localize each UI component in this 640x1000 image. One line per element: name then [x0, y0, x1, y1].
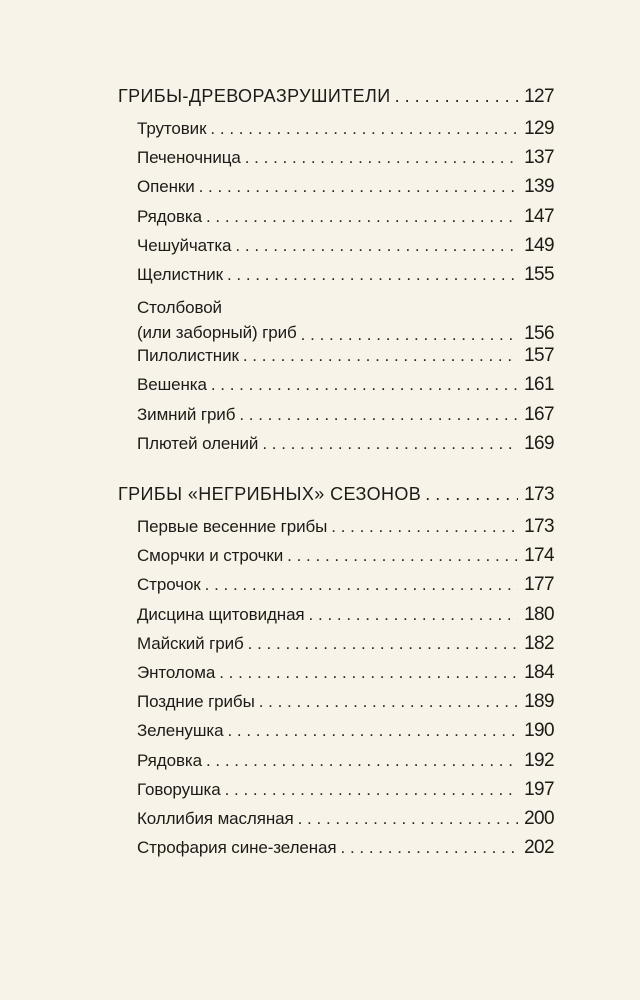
toc-entry[interactable] [118, 720, 554, 749]
toc-section-heading[interactable] [118, 484, 554, 514]
entry-page-number: 161 [524, 374, 554, 396]
entry-title: Столбовой (или заборный) гриб [137, 298, 297, 343]
section-heading-page-number: 173 [524, 484, 554, 505]
toc-entry[interactable] [118, 633, 554, 662]
toc-entry[interactable] [118, 264, 554, 293]
dot-leader [225, 780, 518, 800]
dot-leader [243, 346, 518, 366]
dot-leader [287, 546, 518, 566]
dot-leader [248, 634, 518, 654]
dot-leader [211, 375, 518, 395]
toc-entry[interactable] [118, 837, 554, 866]
dot-leader [395, 86, 518, 107]
toc-entry[interactable] [118, 545, 554, 574]
toc-section-off-season [118, 484, 554, 866]
dot-leader [262, 434, 518, 454]
toc-entry[interactable] [118, 433, 554, 462]
entry-page-number: 189 [524, 691, 554, 713]
entry-page-number: 157 [524, 345, 554, 367]
entry-title: Чешуйчатка [137, 235, 232, 255]
entry-title: Первые весенние грибы [137, 517, 328, 536]
toc-entry[interactable] [118, 662, 554, 691]
toc-entry[interactable] [118, 147, 554, 176]
entry-page-number: 174 [524, 545, 554, 567]
entry-title: Коллибия масляная [137, 808, 294, 828]
dot-leader [227, 721, 518, 741]
dot-leader [301, 325, 518, 345]
dot-leader [199, 177, 518, 197]
entry-page-number: 177 [524, 574, 554, 596]
toc-entry[interactable] [118, 404, 554, 433]
entry-page-number: 149 [524, 234, 554, 256]
entry-title: Строфария сине-зеленая [137, 838, 337, 858]
entry-page-number: 192 [524, 749, 554, 771]
toc-section-heading[interactable] [118, 86, 554, 116]
entry-page-number: 129 [524, 118, 554, 139]
entry-title: Поздние грибы [137, 692, 255, 712]
toc-entry[interactable] [118, 808, 554, 837]
toc-entry[interactable] [118, 574, 554, 603]
entry-page-number: 167 [524, 403, 554, 425]
toc-entry[interactable] [118, 235, 554, 264]
dot-leader [205, 575, 518, 595]
dot-leader [227, 265, 518, 285]
toc-section-wood-destroying [118, 86, 554, 462]
entry-page-number: 190 [524, 720, 554, 742]
entry-page-number: 202 [524, 837, 554, 859]
dot-leader [298, 809, 518, 829]
entry-title: Рядовка [137, 750, 202, 770]
entry-title: Говорушка [137, 779, 221, 799]
entry-title: Вешенка [137, 375, 207, 395]
dot-leader [331, 517, 518, 537]
entry-page-number: 173 [524, 516, 554, 537]
dot-leader [219, 663, 518, 683]
entry-page-number: 169 [524, 432, 554, 454]
entry-title: Зимний гриб [137, 404, 236, 424]
toc-entry[interactable] [118, 176, 554, 205]
dot-leader [259, 692, 518, 712]
dot-leader [239, 405, 518, 425]
toc-entry[interactable] [118, 750, 554, 779]
dot-leader [206, 751, 518, 771]
toc-entry[interactable] [118, 691, 554, 720]
dot-leader [235, 236, 518, 256]
entry-title: Пилолистник [137, 346, 239, 366]
dot-leader [425, 484, 518, 505]
dot-leader [206, 207, 518, 227]
entry-title: Строчок [137, 575, 201, 595]
toc-entry[interactable] [118, 118, 554, 147]
entry-page-number: 156 [524, 323, 554, 345]
dot-leader [245, 148, 518, 168]
entry-page-number: 197 [524, 778, 554, 800]
entry-page-number: 139 [524, 176, 554, 198]
entry-title: Трутовик [137, 119, 207, 138]
section-heading-page-number: 127 [524, 86, 554, 107]
entry-title: Зеленушка [137, 721, 224, 741]
entry-page-number: 182 [524, 632, 554, 654]
entry-page-number: 180 [524, 603, 554, 625]
entry-page-number: 155 [524, 263, 554, 285]
entry-title: Опенки [137, 177, 195, 197]
entry-title: Щелистник [137, 264, 223, 284]
toc-entry[interactable] [118, 779, 554, 808]
entry-title: Рядовка [137, 206, 202, 226]
dot-leader [309, 605, 518, 625]
toc-entry[interactable] [118, 604, 554, 633]
toc-entry[interactable] [118, 345, 554, 374]
entry-page-number: 137 [524, 147, 554, 169]
entry-title: Энтолома [137, 662, 216, 682]
dot-leader [341, 838, 518, 858]
toc-entry[interactable] [118, 206, 554, 235]
toc-entry[interactable] [118, 516, 554, 545]
toc-entry[interactable] [118, 374, 554, 403]
section-heading-title: ГРИБЫ «НЕГРИБНЫХ» СЕЗОНОВ [118, 484, 422, 504]
dot-leader [210, 119, 518, 139]
entry-page-number: 200 [524, 807, 554, 829]
entry-title: Майский гриб [137, 633, 244, 653]
entry-title: Плютей олений [137, 433, 259, 453]
entry-page-number: 184 [524, 661, 554, 683]
entry-title: Дисцина щитовидная [137, 604, 305, 624]
entry-title: Печеночница [137, 148, 241, 168]
entry-title: Сморчки и строчки [137, 546, 284, 566]
section-heading-title: ГРИБЫ-ДРЕВОРАЗРУШИТЕЛИ [118, 86, 391, 106]
toc-entry[interactable] [118, 293, 554, 345]
entry-page-number: 147 [524, 205, 554, 227]
